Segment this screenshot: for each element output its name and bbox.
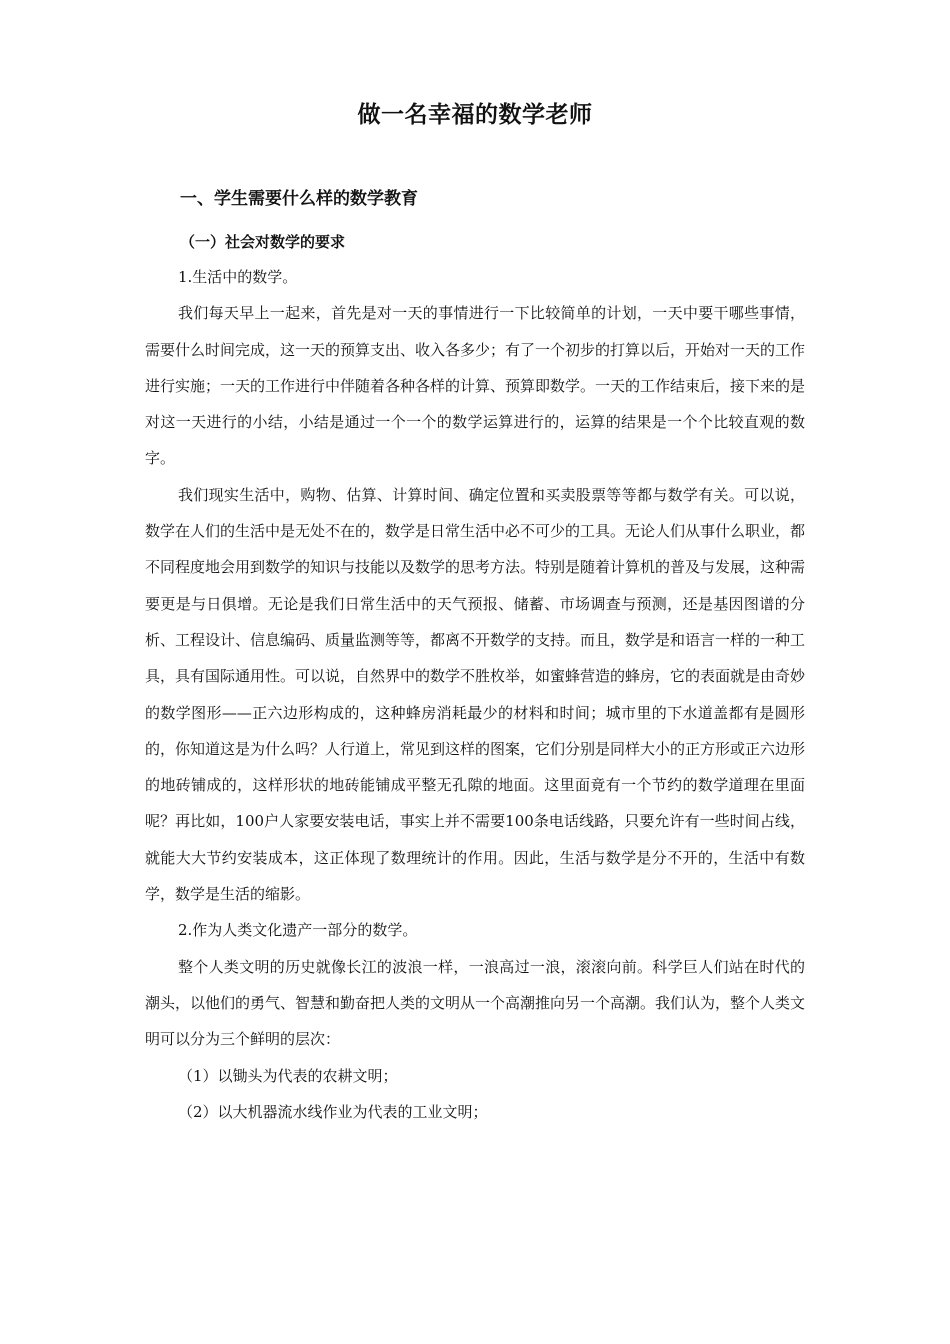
list-item: （2）以大机器流水线作业为代表的工业文明； xyxy=(178,1102,488,1121)
paragraph: 整个人类文明的历史就像长江的波浪一样，一浪高过一浪，滚滚向前。科学巨人们站在时代的潮头，以他们的勇气、智慧和勤奋把人类的文明从一个高潮推向另一个高潮。我们认为，整个人类文明可以分为三个鲜明的层次： xyxy=(145,957,806,1049)
paragraph: 我们现实生活中，购物、估算、计算时间、确定位置和买卖股票等等都与数学有关。可以说，数学在人们的生活中是无处不在的，数学是日常生活中必不可少的工具。无论人们从事什么职业，都不同程度地会用到数学的知识与技能以及数学的思考方法。特别是随着计算机的普及与发展，这种需要更是与日俱增。无论是我们日常生活中的天气预报、储蓄、市场调查与预测，还是基因图谱的分析、工程设计、信息编码、质量监测等等，都离不开数学的支持。而且，数学是和语言一样的一种工具，具有国际通用性。可以说，自然界中的数学不胜枚举，如蜜蜂营造的蜂房，它的表面就是由奇妙的数学图形——正六边形构成的，这种蜂房消耗最少的材料和时间；城市里的下水道盖都有是圆形的，你知道这是为什么吗？人行道上，常见到这样的图案，它们分别是同样大小的正方形或正六边形的地砖铺成的，这样形状的地砖能铺成平整无孔隙的地面。这里面竟有一个节约的数学道理在里面呢？再比如，100户人家要安装电话，事实上并不需要100条电话线路，只要允许有一些时间占线，就能大大节约安装成本，这正体现了数理统计的作用。因此，生活与数学是分不开的，生活中有数学，数学是生活的缩影。 xyxy=(145,485,806,904)
subsection-heading: （一）社会对数学的要求 xyxy=(180,233,346,251)
paragraph-subheading-1: 1.生活中的数学。 xyxy=(178,268,298,286)
paragraph: 我们每天早上一起来，首先是对一天的事情进行一下比较简单的计划，一天中要干哪些事情，需要什么时间完成，这一天的预算支出、收入各多少；有了一个初步的打算以后，开始对一天的工作进行实施；一天的工作进行中伴随着各种各样的计算、预算即数学。一天的工作结束后，接下来的是对这一天进行的小结，小结是通过一个一个的数学运算进行的，运算的结果是一个个比较直观的数字。 xyxy=(145,304,806,468)
list-item: （1）以锄头为代表的农耕文明； xyxy=(178,1066,398,1085)
document-title: 做一名幸福的数学老师 xyxy=(357,102,593,128)
document-body xyxy=(145,259,805,1130)
section-heading: 一、学生需要什么样的数学教育 xyxy=(180,189,418,209)
paragraph-subheading-2: 2.作为人类文化遗产一部分的数学。 xyxy=(178,921,418,940)
